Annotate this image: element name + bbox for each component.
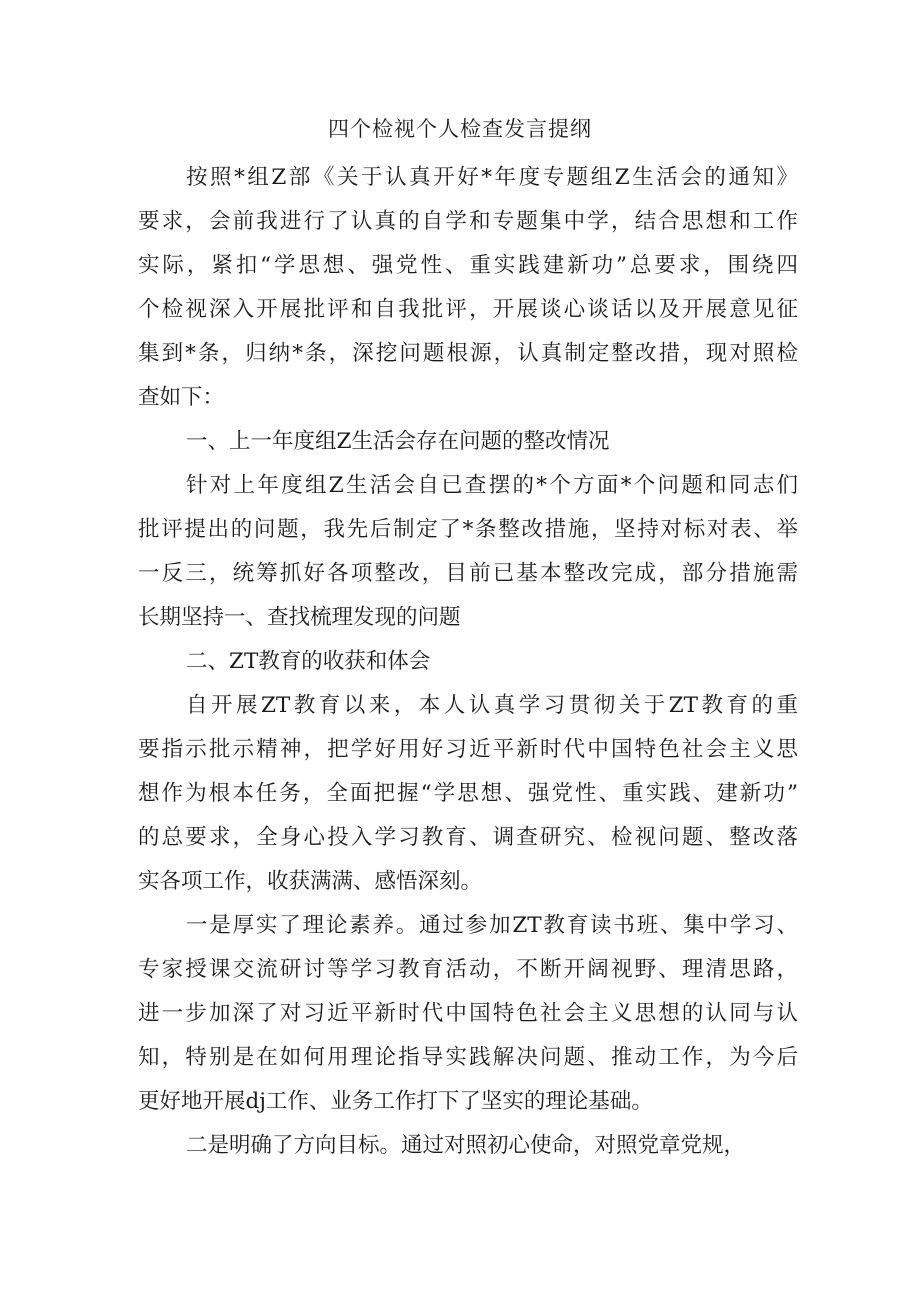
paragraph-line: 的总要求，全身心投入学习教育、调查研究、检视问题、整改落 xyxy=(138,825,798,850)
paragraph-line: 二是明确了方向目标。通过对照初心使命，对照党章党规， xyxy=(186,1133,746,1158)
paragraph-line: 知，特别是在如何用理论指导实践解决问题、推动工作，为今后 xyxy=(138,1045,798,1070)
paragraph-line: 要求，会前我进行了认真的自学和专题集中学，结合思想和工作 xyxy=(138,209,798,234)
paragraph-line: 长期坚持一、查找梳理发现的问题 xyxy=(138,605,461,630)
paragraph-line: 一反三，统筹抓好各项整改，目前已基本整改完成，部分措施需 xyxy=(138,561,798,586)
paragraph-line: 进一步加深了对习近平新时代中国特色社会主义思想的认同与认 xyxy=(138,1001,798,1026)
paragraph-line: 一是厚实了理论素养。通过参加ZT教育读书班、集中学习、 xyxy=(186,913,798,938)
paragraph-line: 更好地开展dj工作、业务工作打下了坚实的理论基础。 xyxy=(138,1089,653,1114)
paragraph-line: 要指示批示精神，把学好用好习近平新时代中国特色社会主义思 xyxy=(138,737,798,762)
paragraph-line: 想作为根本任务，全面把握“学思想、强党性、重实践、建新功” xyxy=(138,781,798,806)
paragraph-line: 实际，紧扣“学思想、强党性、重实践建新功”总要求，围绕四 xyxy=(138,253,798,278)
paragraph-line: 查如下： xyxy=(138,385,225,410)
paragraph-line: 针对上年度组Z生活会自已查摆的*个方面*个问题和同志们 xyxy=(186,473,798,498)
paragraph-line: 批评提出的问题，我先后制定了*条整改措施，坚持对标对表、举 xyxy=(138,517,798,542)
paragraph-line: 自开展ZT教育以来，本人认真学习贯彻关于ZT教育的重 xyxy=(186,693,798,718)
paragraph-line: 实各项工作，收获满满、感悟深刻。 xyxy=(138,869,483,894)
paragraph-line: 集到*条，归纳*条，深挖问题根源，认真制定整改措，现对照检 xyxy=(138,341,798,366)
section-heading: 一、上一年度组Z生活会存在问题的整改情况 xyxy=(186,429,610,454)
document-title: 四个检视个人检查发言提纲 xyxy=(328,117,592,141)
section-heading: 二、ZT教育的收获和体会 xyxy=(186,649,431,674)
paragraph-line: 专家授课交流研讨等学习教育活动，不断开阔视野、理清思路， xyxy=(138,957,798,982)
paragraph-line: 个检视深入开展批评和自我批评，开展谈心谈话以及开展意见征 xyxy=(138,297,798,322)
paragraph-line: 按照*组Z部《关于认真开好*年度专题组Z生活会的通知》 xyxy=(186,165,798,190)
